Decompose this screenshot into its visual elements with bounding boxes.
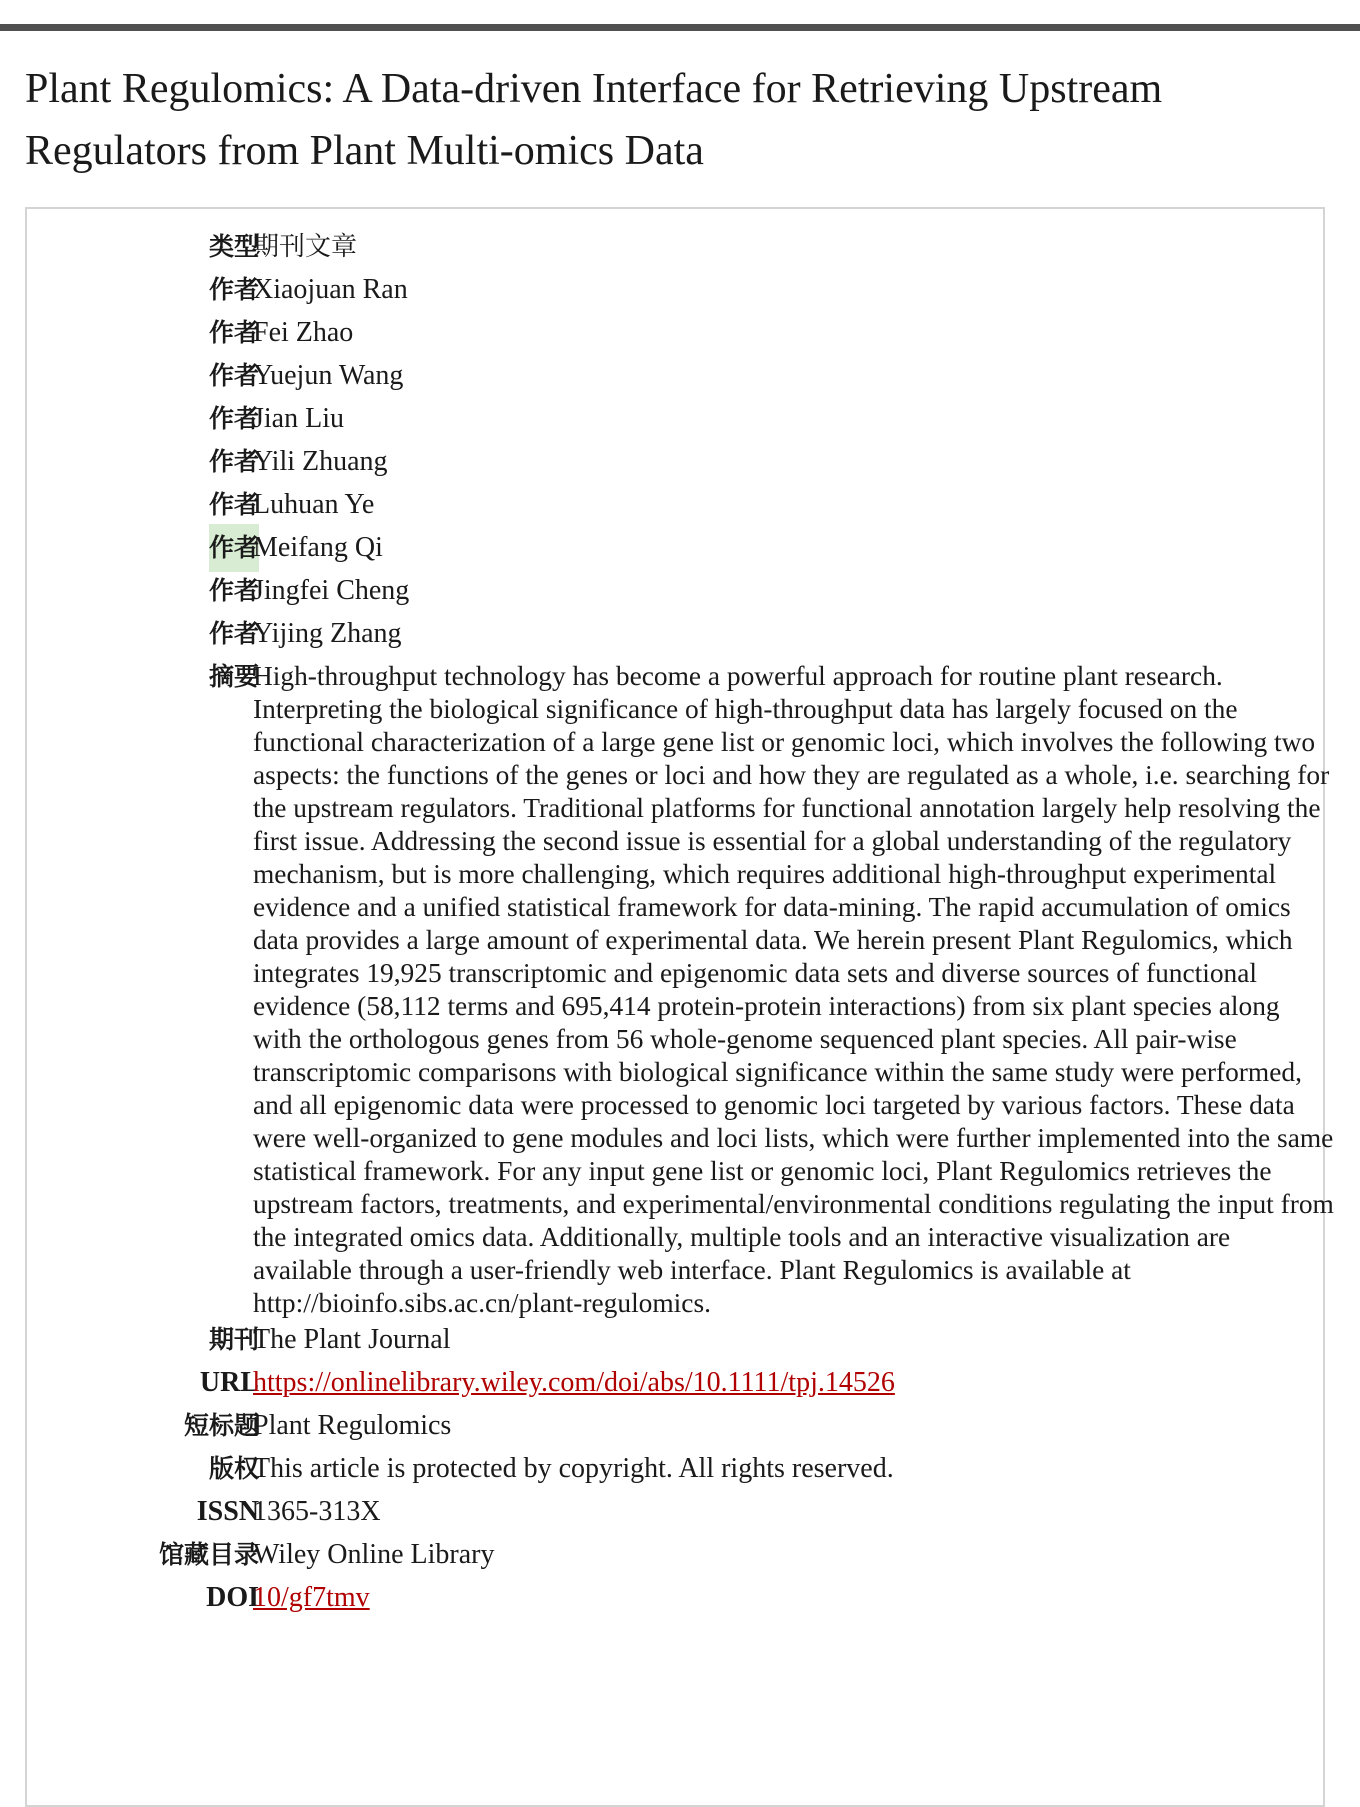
field-label-author: 作者 [208,447,259,476]
field-label-author: 作者 [208,576,259,605]
author-name: Yili Zhuang [253,446,388,477]
author-name: Jingfei Cheng [253,575,410,606]
author-name: Xiaojuan Ran [253,274,408,305]
field-value-rights: This article is protected by copyright. All rights reserved. [253,1453,894,1484]
author-name: Yijing Zhang [253,618,402,649]
field-value-doi-wrap [253,1574,1333,1622]
abstract-text: High-throughput technology has become a powerful approach for routine plant research. Interpreting the biological significance of high-throughput data has largely focused on the functional characterization of a large gene list or genomic loci, which involves the following two aspects: the functions of the genes or loci and how they are regulated as a whole, i.e. searching for the upstream regulators. Traditional platforms for functional annotation largely help resolving the first issue. Addressing the second issue is essential for a global understanding of the regulatory mechanism, but is more challenging, which requires additional high-throughput experimental evidence and a unified statistical framework for data-mining. The rapid accumulation of omics data provides a large amount of experimental data. We herein present Plant Regulomics, which integrates 19,925 transcriptomic and epigenomic data sets and diverse sources of functional evidence (58,112 terms and 695,414 protein-protein interactions) from six plant species along with the orthologous genes from 56 whole-genome sequenced plant species. All pair-wise transcriptomic comparisons with biological significance within the same study were performed, and all epigenomic data were processed to genomic loci targeted by various factors. These data were well-organized to gene modules and loci lists, which were further implemented into the same statistical framework. For any input gene list or genomic loci, Plant Regulomics retrieves the upstream factors, treatments, and experimental/environmental conditions regulating the input from the integrated omics data. Additionally, multiple tools and an interactive visualization are available through a user-friendly web interface. Plant Regulomics is available at http://bioinfo.sibs.ac.cn/plant-regulomics. [253,661,1334,1318]
item-title: Plant Regulomics: A Data-driven Interface for Retrieving Upstream Regulators from Plant Multi-omics Data [25,66,1163,174]
field-label-library-catalog: 馆藏目录 [158,1540,259,1569]
metadata-box [25,207,1334,1807]
field-value-journal: The Plant Journal [253,1324,451,1355]
doi-link[interactable]: 10/gf7tmv [253,1582,370,1613]
field-label-issn: ISSN [196,1496,259,1527]
field-value-short-title: Plant Regulomics [253,1410,452,1441]
field-label-author: 作者 [208,361,259,390]
author-name: Jian Liu [253,403,344,434]
field-value-type: 期刊文章 [253,232,358,262]
field-label-author: 作者 [208,490,259,519]
field-label-url: URL [199,1367,259,1398]
field-label-author: 作者 [208,404,259,433]
field-label-doi: DOI [206,1582,259,1613]
field-label-author: 作者 [208,318,259,347]
url-link[interactable]: https://onlinelibrary.wiley.com/doi/abs/10.1111/tpj.14526 [253,1367,895,1398]
field-value-issn: 1365-313X [253,1496,381,1527]
field-label-author: 作者 [208,275,259,304]
field-label-short-title: 短标题 [183,1411,259,1440]
field-label-journal: 期刊 [208,1325,259,1354]
field-label-type: 类型 [208,232,259,261]
field-label-abstract: 摘要 [208,662,259,691]
field-label-rights: 版权 [208,1454,259,1483]
field-value-url-wrap [253,1359,1333,1407]
top-divider-bar [0,24,1360,31]
author-name: Meifang Qi [253,532,383,563]
author-name: Fei Zhao [253,317,354,348]
author-name: Luhuan Ye [253,489,375,520]
field-value-library-catalog: Wiley Online Library [253,1539,495,1570]
author-name: Yuejun Wang [253,360,404,391]
field-label-author-highlighted: 作者 [209,524,259,572]
field-label-author: 作者 [208,619,259,648]
